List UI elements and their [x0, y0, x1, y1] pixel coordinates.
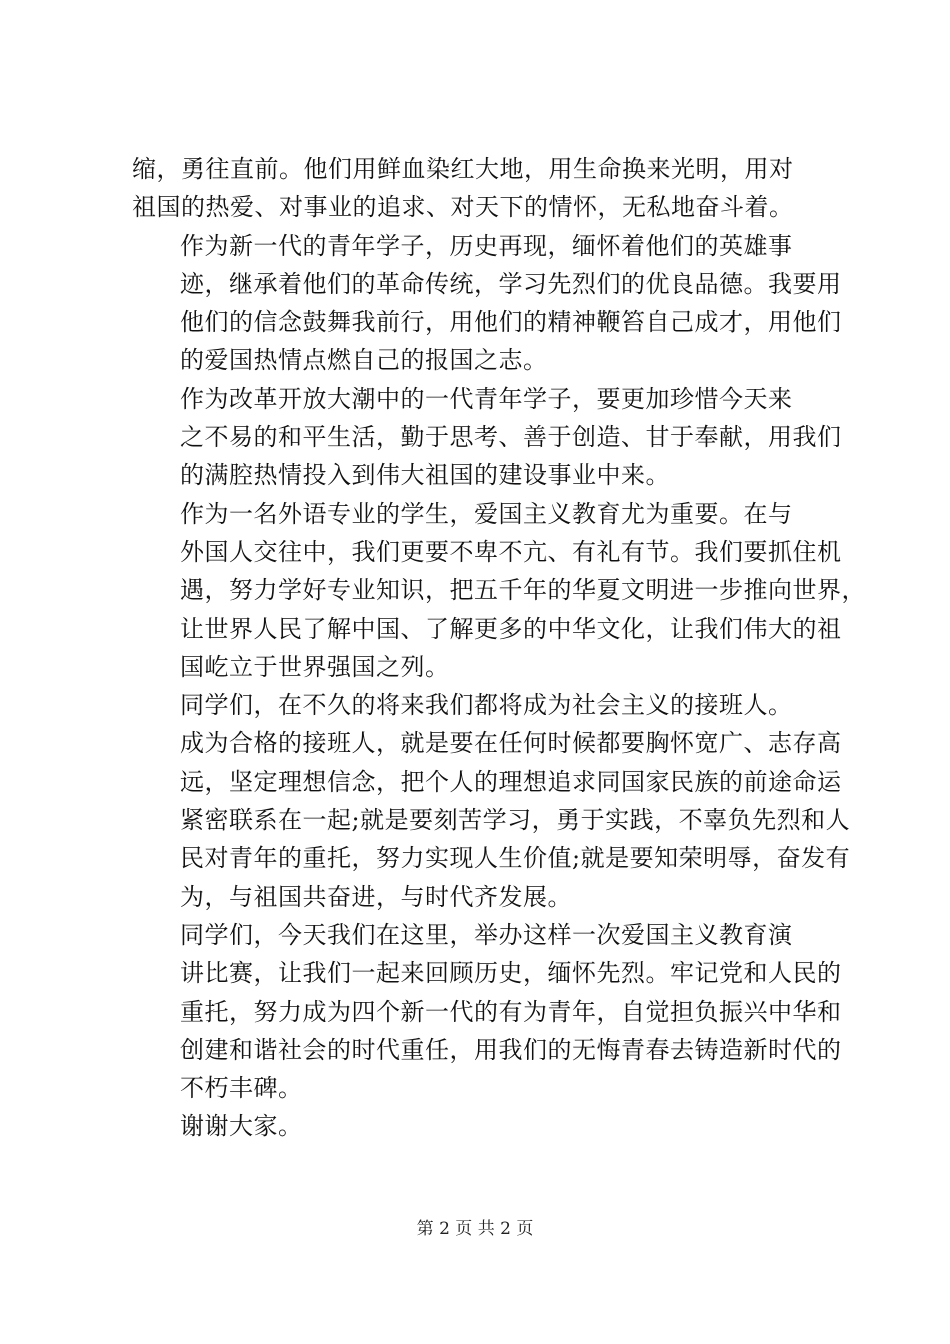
text-line: 的满腔热情投入到伟大祖国的建设事业中来。 — [180, 461, 670, 490]
text-line: 作为改革开放大潮中的一代青年学子，要更加珍惜今天来 — [180, 384, 793, 413]
paragraph — [132, 495, 866, 686]
text-line: 不朽丰碑。 — [180, 1074, 303, 1103]
text-line: 成为合格的接班人，就是要在任何时候都要胸怀宽广、志存高 — [180, 729, 842, 758]
text-line: 让世界人民了解中国、了解更多的中华文化，让我们伟大的祖 — [180, 614, 842, 643]
text-line: 谢谢大家。 — [180, 1112, 303, 1141]
text-line: 祖国的热爱、对事业的追求、对天下的情怀，无私地奋斗着。 — [132, 193, 794, 222]
paragraph — [132, 686, 851, 916]
text-line: 为，与祖国共奋进，与时代齐发展。 — [180, 882, 572, 911]
text-line: 同学们，今天我们在这里，举办这样一次爱国主义教育演 — [180, 920, 793, 949]
text-line: 外国人交往中，我们更要不卑不亢、有礼有节。我们要抓住机 — [180, 537, 842, 566]
text-line: 民对青年的重托，努力实现人生价值;就是要知荣明辱，奋发有 — [180, 844, 851, 873]
text-line: 之不易的和平生活，勤于思考、善于创造、甘于奉献，用我们 — [180, 423, 842, 452]
paragraph — [132, 380, 842, 495]
page-footer: 第 2 页 共 2 页 — [416, 1219, 534, 1239]
text-line: 遇，努力学好专业知识，把五千年的华夏文明进一步推向世界， — [180, 576, 866, 605]
text-line: 国屹立于世界强国之列。 — [180, 652, 450, 681]
paragraph — [132, 150, 828, 227]
text-line: 同学们，在不久的将来我们都将成为社会主义的接班人。 — [180, 691, 793, 720]
text-line: 的爱国热情点燃自己的报国之志。 — [180, 346, 548, 375]
text-line: 远，坚定理想信念，把个人的理想追求同国家民族的前途命运 — [180, 767, 842, 796]
text-line: 作为一名外语专业的学生，爱国主义教育尤为重要。在与 — [180, 499, 793, 528]
text-line: 紧密联系在一起;就是要刻苦学习，勇于实践，不辜负先烈和人 — [180, 806, 851, 835]
text-line: 创建和谐社会的时代重任，用我们的无悔青春去铸造新时代的 — [180, 1035, 842, 1064]
paragraph — [132, 916, 842, 1107]
text-line: 迹，继承着他们的革命传统，学习先烈们的优良品德。我要用 — [180, 269, 842, 298]
text-line: 他们的信念鼓舞我前行，用他们的精神鞭笞自己成才，用他们 — [180, 308, 842, 337]
paragraph — [132, 227, 842, 380]
paragraph — [132, 1107, 828, 1145]
text-line: 缩，勇往直前。他们用鲜血染红大地，用生命换来光明，用对 — [132, 155, 794, 183]
text-line: 重托，努力成为四个新一代的有为青年，自觉担负振兴中华和 — [180, 997, 842, 1026]
text-line: 作为新一代的青年学子，历史再现，缅怀着他们的英雄事 — [180, 231, 793, 260]
text-line: 讲比赛，让我们一起来回顾历史，缅怀先烈。牢记党和人民的 — [180, 959, 842, 988]
document-body — [132, 150, 866, 1146]
